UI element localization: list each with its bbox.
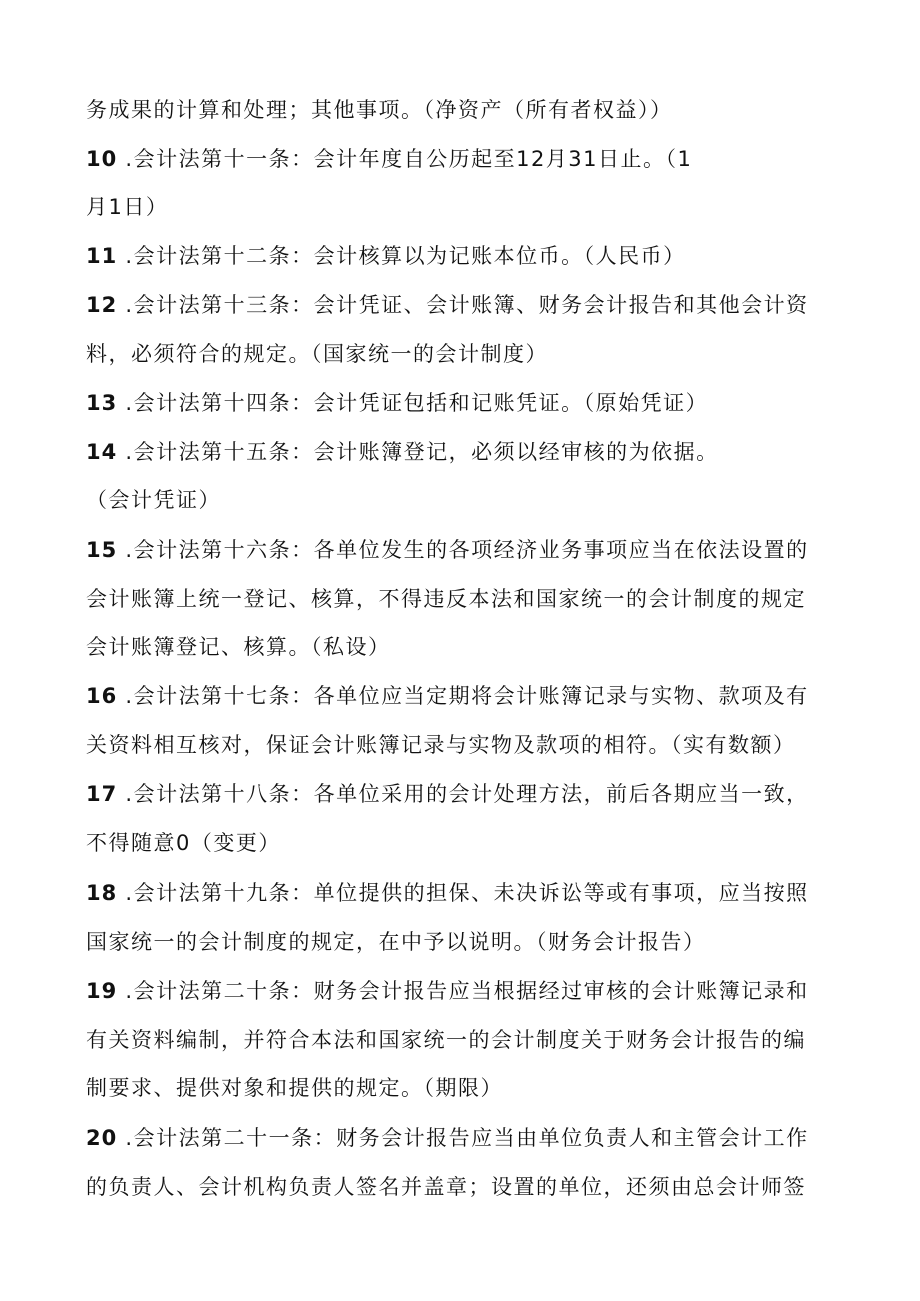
text-line xyxy=(86,879,809,907)
item-number: 16 xyxy=(86,684,118,708)
text-line xyxy=(86,1026,806,1054)
item-number: 20 xyxy=(86,1126,118,1150)
text-line xyxy=(86,96,673,124)
item-number: 17 xyxy=(86,782,118,806)
text-line xyxy=(86,780,809,808)
line-text: .会计法第二十条：财务会计报告应当根据经过审核的会计账簿记录和 xyxy=(117,979,809,1003)
line-text: .会计法第十六条：各单位发生的各项经济业务事项应当在依法设置的 xyxy=(117,538,809,562)
item-number: 10 xyxy=(86,147,118,171)
line-text: 国家统一的会计制度的规定，在中予以说明。（财务会计报告） xyxy=(86,930,706,954)
text-line xyxy=(86,291,809,319)
line-text: 会计账簿上统一登记、核算，不得违反本法和国家统一的会计制度的规定 xyxy=(86,587,806,611)
text-line xyxy=(86,486,221,514)
text-line xyxy=(86,682,809,710)
text-line xyxy=(86,829,281,857)
text-line xyxy=(86,242,686,270)
text-line xyxy=(86,193,168,221)
line-text: .会计法第十四条：会计凭证包括和记账凭证。（原始凭证） xyxy=(117,391,709,415)
text-line xyxy=(86,145,692,173)
line-text: 制要求、提供对象和提供的规定。（期限） xyxy=(86,1076,503,1100)
line-text: .会计法第二十一条：财务会计报告应当由单位负责人和主管会计工作 xyxy=(117,1126,809,1150)
item-number: 15 xyxy=(86,538,118,562)
line-text: .会计法第十二条：会计核算以为记账本位币。（人民币） xyxy=(117,244,686,268)
text-line xyxy=(86,977,809,1005)
text-line xyxy=(86,1124,809,1152)
line-text: 料，必须符合的规定。（国家统一的会计制度） xyxy=(86,342,548,366)
text-line xyxy=(86,1074,503,1102)
line-text: .会计法第十一条：会计年度自公历起至12月31日止。（1 xyxy=(117,147,693,171)
item-number: 14 xyxy=(86,440,118,464)
line-text: （会计凭证） xyxy=(86,488,221,512)
text-line xyxy=(86,928,706,956)
text-line xyxy=(86,731,796,759)
line-text: .会计法第十九条：单位提供的担保、未决诉讼等或有事项，应当按照 xyxy=(117,881,809,905)
line-text: 务成果的计算和处理；其他事项。（净资产（所有者权益）） xyxy=(86,98,673,122)
item-number: 18 xyxy=(86,881,118,905)
text-line xyxy=(86,438,719,466)
line-text: 有关资料编制，并符合本法和国家统一的会计制度关于财务会计报告的编 xyxy=(86,1028,806,1052)
line-text: .会计法第十七条：各单位应当定期将会计账簿记录与实物、款项及有 xyxy=(117,684,809,708)
item-number: 19 xyxy=(86,979,118,1003)
line-text: .会计法第十三条：会计凭证、会计账簿、财务会计报告和其他会计资 xyxy=(117,293,809,317)
text-line xyxy=(86,389,708,417)
item-number: 12 xyxy=(86,293,118,317)
text-line xyxy=(86,340,548,368)
text-line xyxy=(86,1173,806,1201)
line-text: 关资料相互核对，保证会计账簿记录与实物及款项的相符。（实有数额） xyxy=(86,733,796,757)
line-text: .会计法第十八条：各单位采用的会计处理方法，前后各期应当一致， xyxy=(117,782,809,806)
line-text: 的负责人、会计机构负责人签名并盖章；设置的单位，还须由总会计师签 xyxy=(86,1175,806,1199)
item-number: 11 xyxy=(86,244,118,268)
line-text: 会计账簿登记、核算。（私设） xyxy=(86,635,391,659)
text-line xyxy=(86,536,809,564)
item-number: 13 xyxy=(86,391,118,415)
text-line xyxy=(86,585,806,613)
line-text: 不得随意0（变更） xyxy=(86,831,281,855)
line-text: .会计法第十五条：会计账簿登记，必须以经审核的为依据。 xyxy=(117,440,719,464)
text-line xyxy=(86,633,391,661)
line-text: 月1日） xyxy=(86,195,169,219)
